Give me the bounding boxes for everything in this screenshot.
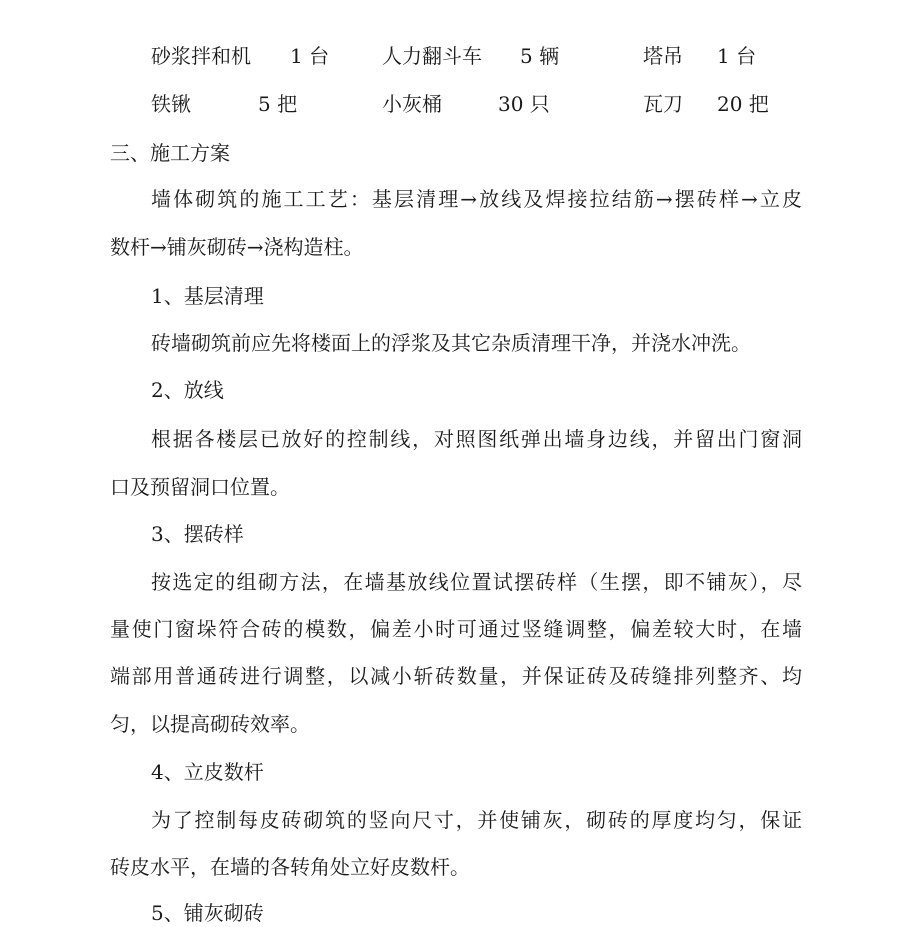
step-heading: 3、摆砖样: [151, 522, 244, 546]
equipment-qty: 5 把: [258, 92, 298, 116]
step-heading: 1、基层清理: [151, 284, 264, 308]
step-heading: 2、放线: [151, 378, 224, 402]
step-heading: 4、立皮数杆: [151, 760, 264, 784]
equipment-name: 砂浆拌和机: [151, 44, 251, 68]
equipment-qty: 5 辆: [520, 44, 560, 68]
step-heading: 5、铺灰砌砖: [151, 901, 264, 925]
paragraph-line: 墙体砌筑的施工工艺：基层清理→放线及焊接拉结筋→摆砖样→立皮: [151, 187, 802, 211]
equipment-qty: 1 台: [717, 44, 757, 68]
paragraph-line: 根据各楼层已放好的控制线，对照图纸弹出墙身边线，并留出门窗洞: [151, 427, 802, 451]
paragraph-line: 量使门窗垛符合砖的模数，偏差小时可通过竖缝调整，偏差较大时，在墙: [110, 617, 802, 641]
paragraph-line: 端部用普通砖进行调整，以减小斩砖数量，并保证砖及砖缝排列整齐、均: [110, 664, 802, 688]
equipment-name: 人力翻斗车: [382, 44, 482, 68]
equipment-name: 小灰桶: [382, 92, 442, 116]
paragraph-line: 口及预留洞口位置。: [110, 475, 290, 499]
section-title: 三、施工方案: [110, 141, 230, 165]
paragraph-line: 砖皮水平，在墙的各转角处立好皮数杆。: [110, 855, 470, 879]
equipment-name: 瓦刀: [643, 92, 683, 116]
equipment-name: 塔吊: [643, 44, 683, 68]
equipment-qty: 1 台: [290, 44, 330, 68]
paragraph-line: 数杆→铺灰砌砖→浇构造柱。: [110, 235, 364, 259]
equipment-qty: 20 把: [717, 92, 769, 116]
paragraph-line: 砖墙砌筑前应先将楼面上的浮浆及其它杂质清理干净，并浇水冲洗。: [151, 331, 751, 355]
paragraph-line: 为了控制每皮砖砌筑的竖向尺寸，并使铺灰，砌砖的厚度均匀，保证: [151, 808, 802, 832]
paragraph-line: 按选定的组砌方法，在墙基放线位置试摆砖样（生摆，即不铺灰），尽: [151, 570, 802, 594]
equipment-name: 铁锹: [151, 92, 191, 116]
equipment-qty: 30 只: [498, 92, 550, 116]
paragraph-line: 匀，以提高砌砖效率。: [110, 712, 310, 736]
